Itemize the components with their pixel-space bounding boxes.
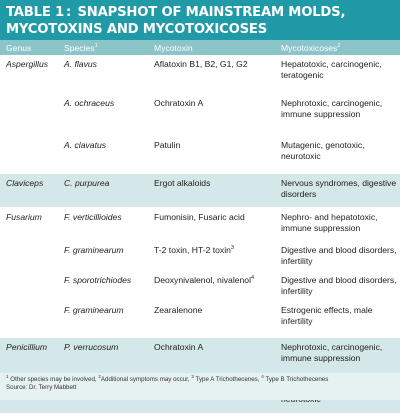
header-mycotoxicoses: Mycotoxicoses$^2$ [275,40,400,55]
effects-cell: Nephrotoxic, carcinogenic, immune suppression [275,94,400,136]
header-species: Species$^1$ [58,40,148,55]
mycotoxin-cell: Aflatoxin B1, B2, G1, G2 [148,55,275,94]
genus-cell: Aspergillus [0,55,58,94]
effects-cell: Nephro- and hepatotoxic, immune suppression [275,208,400,242]
species-cell: A. ochraceus [58,94,148,136]
effects-cell: Nervous syndromes, digestive disorders [275,174,400,208]
table-row [0,208,400,242]
table-title: TABLE 1 : SNAPSHOT OF MAINSTREAM MOLDS, MYCOTOXINS AND MYCOTOXICOSES [0,0,400,40]
source-note: Source: Dr. Terry Mabbett [6,384,77,391]
mycotoxin-cell: T-2 toxin, HT-2 toxin$^3$ [148,241,275,271]
species-cell: F. sporotrichiodes [58,271,148,301]
header-mycotoxin: Mycotoxin [148,40,275,55]
table-row [0,136,400,174]
species-cell: F. verticillioides [58,208,148,242]
table-row [0,301,400,338]
genus-cell: Fusarium [0,208,58,242]
mycotoxin-cell: Ochratoxin A [148,94,275,136]
species-cell: F. graminearum [58,241,148,271]
table-row [0,271,400,301]
mycotoxin-cell: Ergot alkaloids [148,174,275,208]
table-row [0,94,400,136]
genus-cell [0,271,58,301]
table-row [0,174,400,208]
header-genus: Genus [0,40,58,55]
effects-cell: Mutagenic, genotoxic, neurotoxic [275,136,400,174]
genus-cell [0,241,58,271]
table-row [0,241,400,271]
effects-cell: Estrogenic effects, male infertility [275,301,400,338]
species-cell: P. verrucosum [58,338,148,380]
genus-cell: Claviceps [0,174,58,208]
effects-cell: Digestive and blood disorders, infertility [275,241,400,271]
table-row [0,55,400,94]
mycotoxin-cell: Ochratoxin A [148,338,275,380]
genus-cell [0,301,58,338]
species-cell: A. clavatus [58,136,148,174]
effects-cell: Hepatotoxic, carcinogenic, teratogenic [275,55,400,94]
genus-cell [0,136,58,174]
footnote-line: $^1$ Other species may be involved, $^2$Additional symptoms may occur, $^3$ Type A Trichothecenes, $^4$ Type B Trichothecenes [6,373,329,383]
table-number: TABLE 1 [6,5,65,20]
footnotes [0,373,400,400]
species-cell: F. graminearum [58,301,148,338]
mycotoxin-cell: Fumonisin, Fusaric acid [148,208,275,242]
mycotoxin-cell: Patulin [148,136,275,174]
effects-cell: Digestive and blood disorders, infertility [275,271,400,301]
species-cell: C. purpurea [58,174,148,208]
genus-cell [0,94,58,136]
header-row [0,40,400,55]
mycotoxin-cell: Deoxynivalenol, nivalenol$^4$ [148,271,275,301]
species-cell: A. flavus [58,55,148,94]
table-title-text: SNAPSHOT OF MAINSTREAM MOLDS, MYCOTOXINS AND MYCOTOXICOSES [6,5,346,37]
genus-cell: Penicillium [0,338,58,380]
effects-cell: Nephrotoxic, carcinogenic, immune suppression [275,338,400,380]
mycotoxin-table [0,40,400,413]
mycotoxin-cell: Zearalenone [148,301,275,338]
